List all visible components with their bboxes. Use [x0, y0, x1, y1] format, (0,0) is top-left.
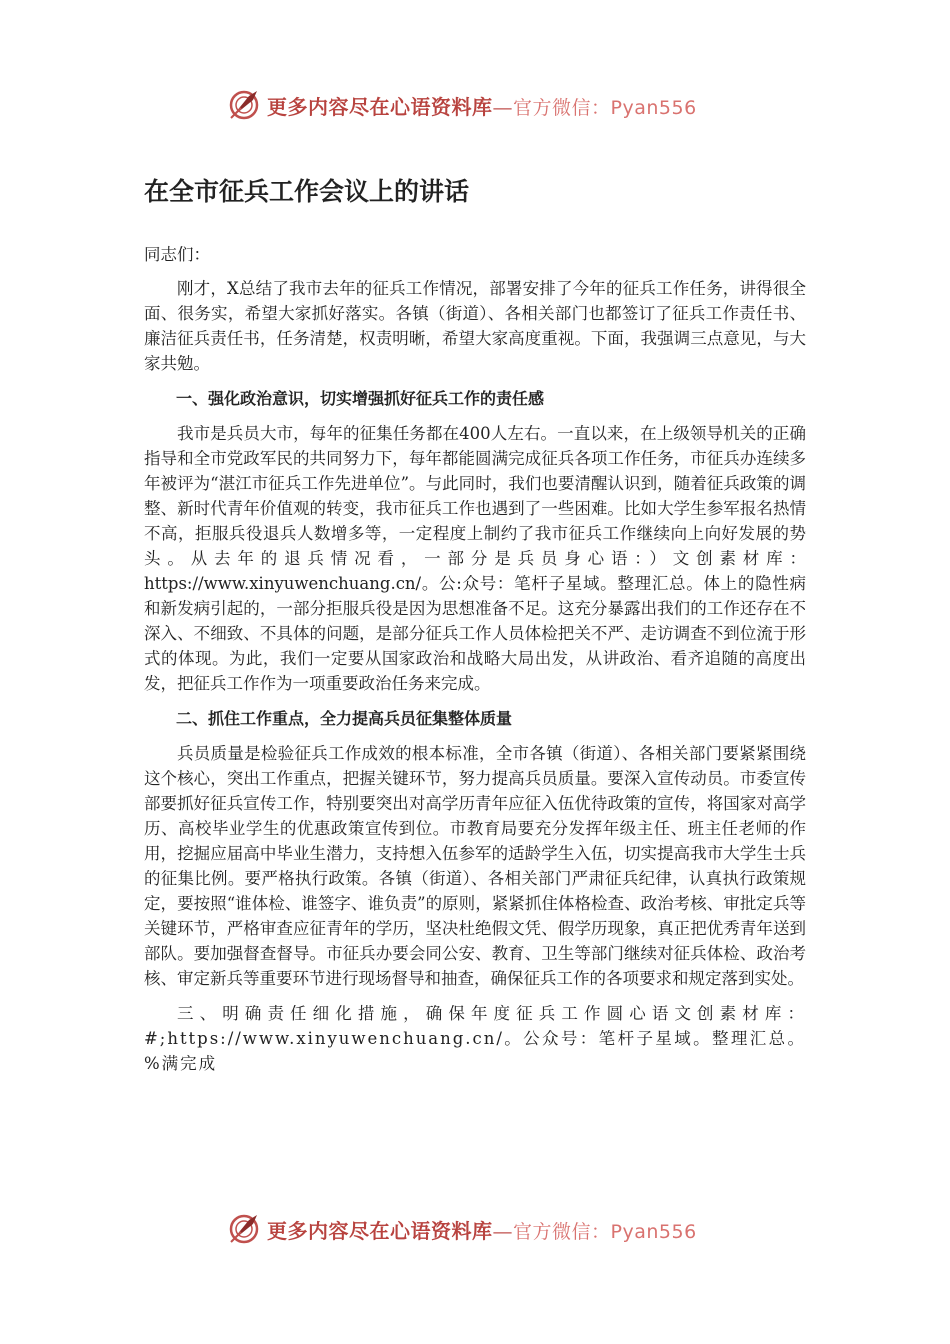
- banner-dash: —: [492, 94, 513, 119]
- banner-dash: —: [492, 1218, 513, 1243]
- section1-heading: 一、强化政治意识，切实增强抓好征兵工作的责任感: [176, 389, 545, 408]
- section1-paragraph: 我市是兵员大市，每年的征集任务都在400人左右。一直以来，在上级领导机关的正确指导和全市党政军民的共同努力下，每年都能圆满完成征兵各项工作任务，市征兵办连续多年被评为“湛江市征兵工作先进单位”。与此同时，我们也要清醒认识到，随着征兵政策的调整、新时代青年价值观的转变，我市征兵工作也遇到了一些困难。比如大学生参军报名热情不高，拒服兵役退兵人数增多等，一定程度上制约了我市征兵工作继续向上向好发展的势头。从去年的退兵情况看，一部分是兵员身心语：）文创素材库：https://www.xinyuwenchuang.cn/。公:众号：笔杆子星域。整理汇总。体上的隐性病和新发病引起的，一部分拒服兵役是因为思想准备不足。这充分暴露出我们的工作还存在不深入、不细致、不具体的问题，是部分征兵工作人员体检把关不严、走访调查不到位流于形式的体现。为此，我们一定要从国家政治和战略大局出发，从讲政治、看齐追随的高度出发，把征兵工作作为一项重要政治任务来完成。: [144, 424, 806, 693]
- section3-heading: 三、明确责任细化措施，确保年度征兵工作圆心语文创素材库：#;https://www.xinyuwenchuang.cn/。公众号：笔杆子星域。整理汇总。%满完成: [144, 1004, 806, 1073]
- greeting: 同志们：: [144, 245, 210, 264]
- quill-logo-icon: [227, 1212, 261, 1246]
- page-title: 在全市征兵工作会议上的讲话: [144, 177, 470, 206]
- section2-paragraph: 兵员质量是检验征兵工作成效的根本标准，全市各镇（街道）、各相关部门要紧紧围绕这个核心，突出工作重点，把握关键环节，努力提高兵员质量。要深入宣传动员。市委宣传部要抓好征兵宣传工作，特别要突出对高学历青年应征入伍优待政策的宣传，将国家对高学历、高校毕业学生的优惠政策宣传到位。市教育局要充分发挥年级主任、班主任老师的作用，挖掘应届高中毕业生潜力，支持想入伍参军的适龄学生入伍，切实提高我市大学生士兵的征集比例。要严格执行政策。各镇（街道）、各相关部门严肃征兵纪律，认真执行政策规定，要按照“谁体检、谁签字、谁负责”的原则，紧紧抓住体格检查、政治考核、审批定兵等关键环节，严格审查应征青年的学历，坚决杜绝假文凭、假学历现象，真正把优秀青年送到部队。要加强督查督导。市征兵办要会同公安、教育、卫生等部门继续对征兵体检、政治考核、审定新兵等重要环节进行现场督导和抽查，确保征兵工作的各项要求和规定落到实处。: [144, 744, 806, 988]
- header-banner: [227, 87, 717, 123]
- document-body: [144, 172, 806, 1076]
- banner-text: [267, 91, 697, 120]
- footer-banner: [227, 1211, 717, 1247]
- banner-wechat: 官方微信：Pyan556: [513, 96, 697, 119]
- banner-wechat: 官方微信：Pyan556: [513, 1220, 697, 1243]
- section2-heading: 二、抓住工作重点，全力提高兵员征集整体质量: [176, 709, 513, 728]
- banner-brand: 更多内容尽在心语资料库: [267, 1218, 493, 1243]
- quill-logo-icon: [227, 88, 261, 122]
- banner-text: [267, 1215, 697, 1244]
- intro-paragraph: 刚才，X总结了我市去年的征兵工作情况，部署安排了今年的征兵工作任务，讲得很全面、很务实，希望大家抓好落实。各镇（街道）、各相关部门也都签订了征兵工作责任书、廉洁征兵责任书，任务清楚，权责明晰，希望大家高度重视。下面，我强调三点意见，与大家共勉。: [144, 279, 806, 373]
- banner-brand: 更多内容尽在心语资料库: [267, 94, 493, 119]
